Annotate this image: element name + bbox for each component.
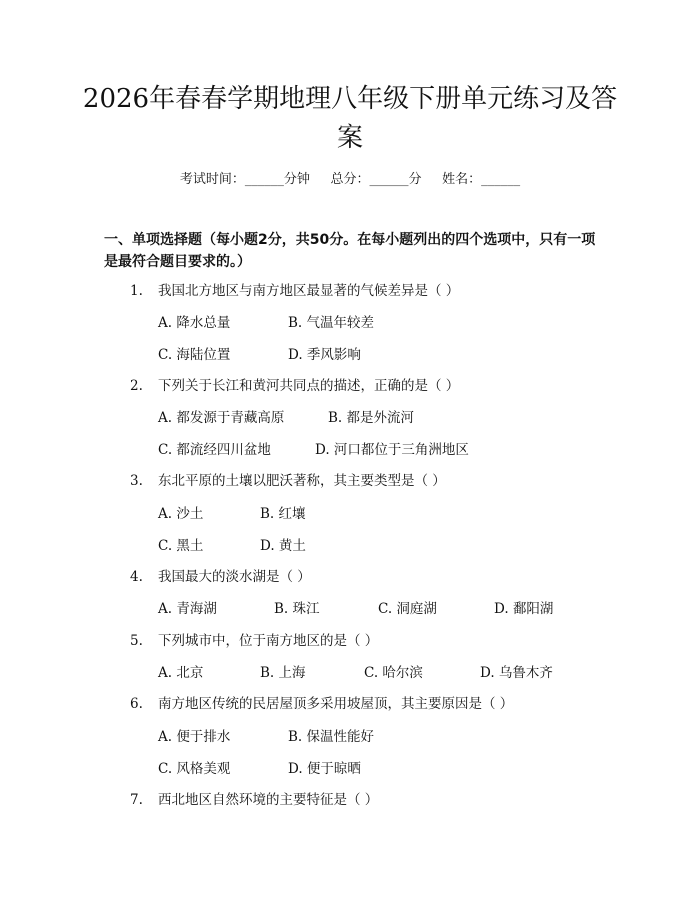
question-text: 我国最大的淡水湖是（ ）	[158, 569, 311, 585]
option-4d: D. 鄱阳湖	[494, 601, 554, 617]
question-text: 东北平原的土壤以肥沃著称，其主要类型是（ ）	[158, 473, 446, 489]
option-4b: B. 珠江	[274, 601, 320, 617]
option-5d: D. 乌鲁木齐	[480, 665, 553, 681]
question-number: 6.	[130, 696, 143, 712]
option-3c: C. 黑土	[158, 538, 204, 554]
option-1c: C. 海陆位置	[158, 347, 231, 363]
question-number: 5.	[130, 633, 143, 649]
option-1b: B. 气温年较差	[288, 315, 375, 331]
question-number: 3.	[130, 473, 143, 489]
question-text: 下列城市中，位于南方地区的是（ ）	[158, 633, 379, 649]
option-6d: D. 便于晾晒	[288, 761, 361, 777]
option-2b: B. 都是外流河	[328, 410, 415, 426]
option-6a: A. 便于排水	[158, 729, 231, 745]
option-2d: D. 河口都位于三角洲地区	[315, 442, 469, 458]
question-text: 下列关于长江和黄河共同点的描述，正确的是（ ）	[158, 378, 460, 394]
option-6b: B. 保温性能好	[288, 729, 375, 745]
option-4a: A. 青海湖	[158, 601, 217, 617]
option-3b: B. 红壤	[260, 506, 306, 522]
question-number: 7.	[130, 792, 143, 808]
option-4c: C. 洞庭湖	[378, 601, 437, 617]
option-5c: C. 哈尔滨	[364, 665, 423, 681]
option-5b: B. 上海	[260, 665, 306, 681]
option-1a: A. 降水总量	[158, 315, 231, 331]
option-2c: C. 都流经四川盆地	[158, 442, 271, 458]
question-text: 南方地区传统的民居屋顶多采用坡屋顶，其主要原因是（ ）	[158, 696, 514, 712]
question-text: 西北地区自然环境的主要特征是（ ）	[158, 792, 379, 808]
question-text: 我国北方地区与南方地区最显著的气候差异是（ ）	[158, 283, 460, 299]
option-1d: D. 季风影响	[288, 347, 361, 363]
question-number: 4.	[130, 569, 143, 585]
section-heading: 一、单项选择题（每小题2分，共50分。在每小题列出的四个选项中，只有一项是最符合题目要求的。）	[104, 232, 596, 270]
question-number: 2.	[130, 378, 143, 394]
option-3d: D. 黄土	[260, 538, 306, 554]
option-3a: A. 沙土	[158, 506, 204, 522]
option-2a: A. 都发源于青藏高原	[158, 410, 285, 426]
exam-info-line: 考试时间：______分钟 总分：______分 姓名：______	[179, 172, 521, 187]
option-6c: C. 风格美观	[158, 761, 231, 777]
page-title: 2026年春春学期地理八年级下册单元练习及答案	[82, 84, 618, 153]
question-number: 1.	[130, 283, 143, 299]
option-5a: A. 北京	[158, 665, 204, 681]
